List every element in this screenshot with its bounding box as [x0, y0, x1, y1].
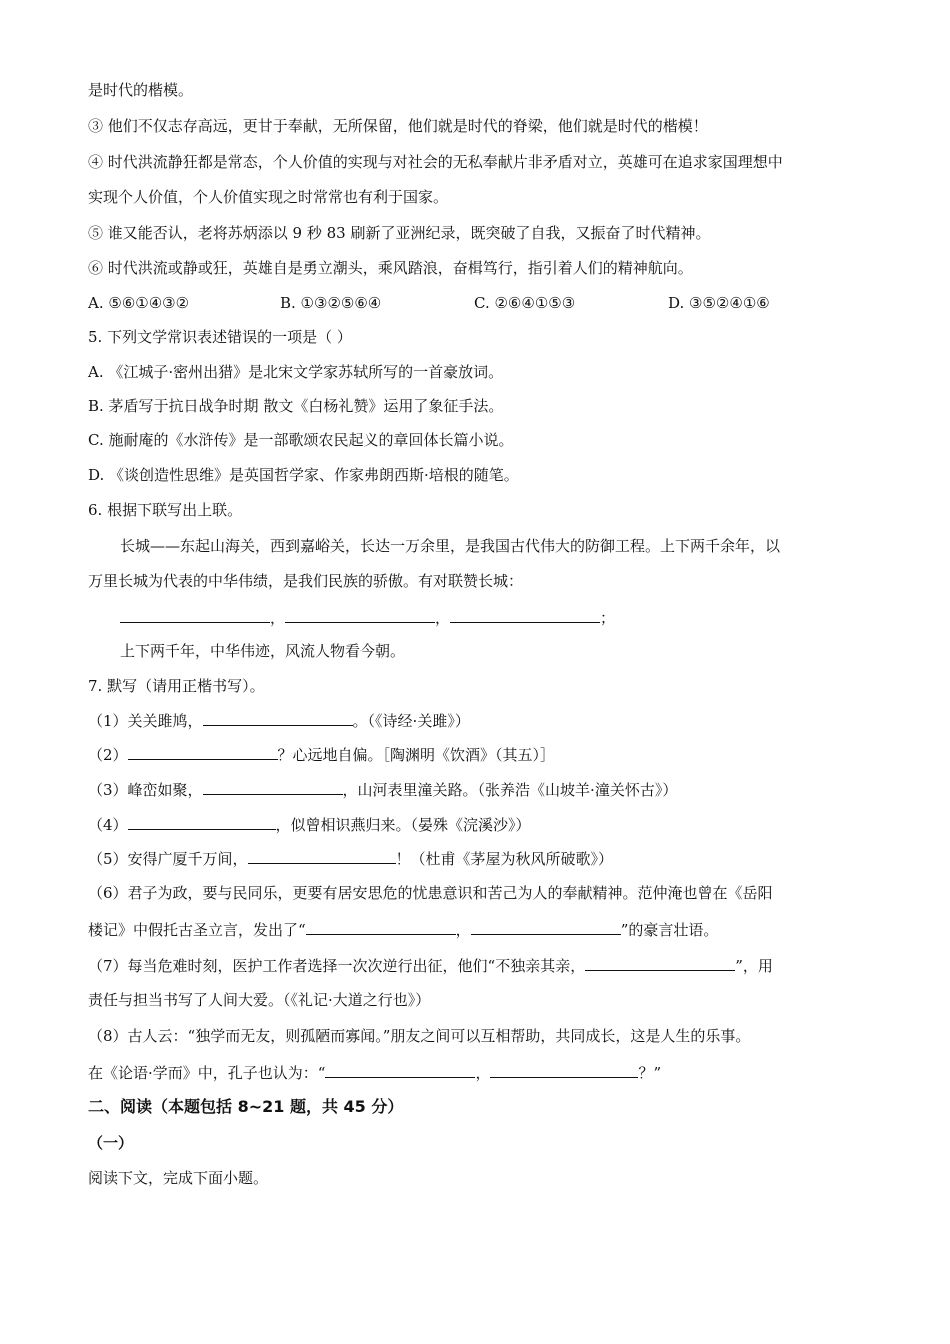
answer-blank[interactable] [490, 1062, 638, 1078]
comma: ， [270, 609, 286, 627]
option-c[interactable]: C. ②⑥④①⑤③ [474, 294, 576, 312]
q7-item-5 [88, 848, 862, 868]
q5-option-a[interactable]: A. 《江城子·密州出猎》是北宋文学家苏轼所写的一首豪放词。 [88, 363, 504, 381]
text-line: 是时代的楷模。 [88, 81, 194, 99]
q5-option-c[interactable]: C. 施耐庵的《水浒传》是一部歌颂农民起义的章回体长篇小说。 [88, 431, 514, 449]
prompt-text: 在《论语·学而》中，孔子也认为：“ [88, 1064, 326, 1082]
prompt-text: 。（《诗经·关雎》） [352, 712, 470, 730]
q4-options [88, 293, 862, 313]
answer-blank[interactable] [450, 607, 600, 623]
option-a[interactable]: A. ⑤⑥①④③② [88, 294, 190, 312]
prompt-text: ？心远地自偏。［陶渊明《饮酒》（其五）］ [277, 746, 556, 764]
answer-blank[interactable] [248, 848, 396, 864]
sentence-3: ③ 他们不仅志存高远，更甘于奉献，无所保留，他们就是时代的脊梁，他们就是时代的楷模！ [88, 117, 708, 135]
sentence-5: ⑤ 谁又能否认，老将苏炳添以 9 秒 83 刷新了亚洲纪录，既突破了自我，又振奋了时代精神。 [88, 224, 711, 242]
semicolon: ； [600, 609, 616, 627]
text-line: 实现个人价值，个人价值实现之时常常也有利于国家。 [88, 188, 449, 206]
prompt-text: ，似曾相识燕归来。（晏殊《浣溪沙》） [275, 816, 531, 834]
prompt-text: ， [475, 1064, 491, 1082]
q6-stem: 6. 根据下联写出上联。 [88, 501, 243, 519]
q5-option-d[interactable]: D. 《谈创造性思维》是英国哲学家、作家弗朗西斯·培根的随笔。 [88, 466, 519, 484]
option-d[interactable]: D. ③⑤②④①⑥ [668, 294, 770, 312]
answer-blank[interactable] [325, 1062, 475, 1078]
reading-instruction: 阅读下文，完成下面小题。 [88, 1169, 269, 1187]
prompt-text: 楼记》中假托古圣立言，发出了“ [88, 921, 306, 939]
answer-blank[interactable] [306, 919, 456, 935]
q5-option-b[interactable]: B. 茅盾写于抗日战争时期 散文《白杨礼赞》运用了象征手法。 [88, 397, 504, 415]
sentence-6: ⑥ 时代洪流或静或狂，英雄自是勇立潮头，乘风踏浪，奋楫笃行，指引着人们的精神航向。 [88, 259, 693, 277]
q7-item-4 [88, 814, 862, 834]
prompt-text: ！（杜甫《茅屋为秋风所破歌》） [395, 850, 614, 868]
answer-blank[interactable] [120, 607, 270, 623]
q7-item-7 [88, 955, 862, 975]
answer-blank[interactable] [585, 955, 735, 971]
prompt-text: （3）峰峦如聚， [88, 781, 203, 799]
q7-item-2 [88, 744, 862, 764]
q6-passage-line: 万里长城为代表的中华伟绩，是我们民族的骄傲。有对联赞长城： [88, 572, 524, 590]
prompt-text: ， [455, 921, 471, 939]
q7-item-1 [88, 710, 862, 730]
prompt-text: ，山河表里潼关路。（张养浩《山坡羊·潼关怀古》） [342, 781, 678, 799]
subsection-heading: （一） [88, 1134, 134, 1152]
section-heading: 二、阅读（本题包括 8~21 题，共 45 分） [88, 1097, 404, 1116]
prompt-text: ”，用 [735, 957, 773, 975]
prompt-text: ”的豪言壮语。 [620, 921, 719, 939]
prompt-text: （5）安得广厦千万间， [88, 850, 248, 868]
q7-item-7-cont: 责任与担当书写了人间大爱。（《礼记·大道之行也》） [88, 991, 431, 1009]
prompt-text: （4） [88, 816, 128, 834]
prompt-text: ？” [638, 1064, 662, 1082]
q7-item-6: （6）君子为政，要与民同乐，更要有居安思危的忧患意识和苦己为人的奉献精神。范仲淹也曾在《岳阳 [88, 884, 773, 902]
q5-stem: 5. 下列文学常识表述错误的一项是（ ） [88, 328, 352, 346]
q7-stem: 7. 默写（请用正楷书写）。 [88, 677, 265, 695]
q6-lower-couplet: 上下两千年，中华伟迹，风流人物看今朝。 [120, 642, 406, 660]
comma: ， [435, 609, 451, 627]
answer-blank[interactable] [128, 744, 278, 760]
sentence-4: ④ 时代洪流静狂都是常态，个人价值的实现与对社会的无私奉献片非矛盾对立，英雄可在追求家国理想中 [88, 153, 783, 171]
answer-blank[interactable] [471, 919, 621, 935]
answer-blank[interactable] [203, 779, 343, 795]
q6-answer-blanks [120, 607, 862, 627]
q7-item-3 [88, 779, 862, 799]
prompt-text: （2） [88, 746, 128, 764]
prompt-text: （1）关关雎鸠， [88, 712, 203, 730]
answer-blank[interactable] [203, 710, 353, 726]
answer-blank[interactable] [285, 607, 435, 623]
q7-item-6-cont [88, 919, 862, 939]
q6-passage-line: 长城——东起山海关，西到嘉峪关，长达一万余里，是我国古代伟大的防御工程。上下两千余年，以 [120, 537, 781, 555]
answer-blank[interactable] [128, 814, 276, 830]
option-b[interactable]: B. ①③②⑤⑥④ [280, 294, 382, 312]
q7-item-8: （8）古人云：“独学而无友，则孤陋而寡闻。”朋友之间可以互相帮助，共同成长，这是人生的乐事。 [88, 1027, 751, 1045]
prompt-text: （7）每当危难时刻，医护工作者选择一次次逆行出征，他们“不独亲其亲， [88, 957, 586, 975]
q7-item-8-cont [88, 1062, 862, 1082]
